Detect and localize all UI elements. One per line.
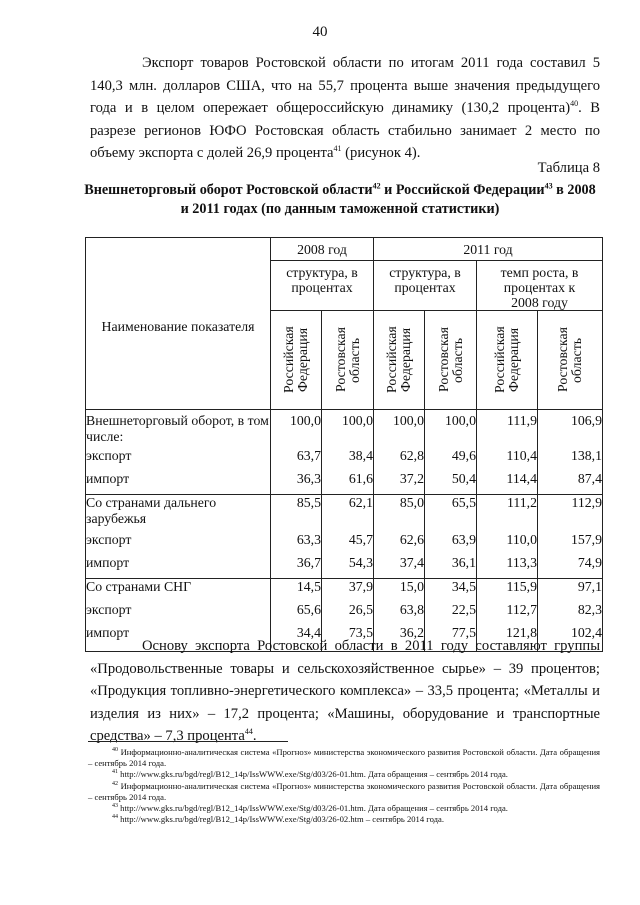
- row-label: импорт: [86, 625, 271, 651]
- rf-label: Российская Федерация: [492, 326, 522, 394]
- row-label: импорт: [86, 471, 271, 495]
- cell-value: 114,4: [477, 471, 538, 495]
- cell-value: 63,9: [425, 532, 477, 555]
- table-row: [86, 494, 603, 532]
- row-label: экспорт: [86, 532, 271, 555]
- cell-value: 63,3: [271, 532, 322, 555]
- cell-value: 50,4: [425, 471, 477, 495]
- page-number: 40: [312, 24, 328, 40]
- footnote: [88, 781, 600, 803]
- table-row: [86, 579, 603, 603]
- cell-value: 63,8: [374, 602, 425, 625]
- col-header-structure-2008: структура, в процентах: [271, 261, 374, 311]
- footnote: [88, 803, 600, 814]
- cell-value: 36,2: [374, 625, 425, 651]
- cell-value: 157,9: [538, 532, 603, 555]
- cell-value: 85,5: [271, 494, 322, 532]
- cell-value: 54,3: [322, 555, 374, 579]
- footnote: [88, 814, 600, 825]
- cell-value: 77,5: [425, 625, 477, 651]
- footnote-ref-44: 44: [244, 727, 253, 737]
- cell-value: 110,4: [477, 448, 538, 471]
- footnote: [88, 747, 600, 769]
- intro-paragraph: [90, 52, 600, 165]
- col-header-2008: 2008 год: [271, 238, 374, 261]
- row-label: экспорт: [86, 602, 271, 625]
- cell-value: 36,3: [271, 471, 322, 495]
- cell-value: 65,5: [425, 494, 477, 532]
- cell-value: 63,7: [271, 448, 322, 471]
- footnote-number: 44: [112, 814, 118, 821]
- trade-table: [85, 237, 603, 652]
- row-label: экспорт: [86, 448, 271, 471]
- col-header-name: Наименование показателя: [86, 238, 271, 410]
- cell-value: 62,1: [322, 494, 374, 532]
- caption-part-2: и Российской Федерации: [380, 182, 545, 198]
- footnote-ref-41: 41: [333, 144, 342, 154]
- table-row: [86, 555, 603, 579]
- ro-label: Ростовская область: [555, 327, 585, 393]
- col-header-ro-2008: [322, 311, 374, 410]
- cell-value: 106,9: [538, 410, 603, 448]
- cell-value: 110,0: [477, 532, 538, 555]
- footnote-number: 42: [112, 780, 118, 787]
- cell-value: 38,4: [322, 448, 374, 471]
- intro-text-2: . В разрезе регионов ЮФО Ростовская область стабильно занимает 2 место по объему экспорта с долей 26,9 процента: [90, 100, 600, 162]
- cell-value: 34,5: [425, 579, 477, 603]
- cell-value: 49,6: [425, 448, 477, 471]
- cell-value: 62,6: [374, 532, 425, 555]
- footnote-text: Информационно-аналитическая система «Прогноз» министерства экономического развития Ростовской области. Дата обращения – сентябрь 2014 года.: [88, 780, 600, 802]
- col-header-2011: 2011 год: [374, 238, 603, 261]
- footnote-text: http://www.gks.ru/bgd/regl/B12_14p/IssWWW.exe/Stg/d03/26-02.htm – сентябрь 2014 года.: [118, 814, 444, 825]
- row-label: импорт: [86, 555, 271, 579]
- cell-value: 45,7: [322, 532, 374, 555]
- row-label: Со странами СНГ: [86, 579, 271, 603]
- table-caption: [80, 181, 600, 219]
- footnote-text: http://www.gks.ru/bgd/regl/B12_14p/IssWWW.exe/Stg/d03/26-01.htm. Дата обращения – сентябрь 2014 года.: [118, 803, 508, 814]
- cell-value: 112,7: [477, 602, 538, 625]
- ro-label: Ростовская область: [435, 327, 465, 393]
- cell-value: 62,8: [374, 448, 425, 471]
- footnote-number: 40: [112, 747, 118, 754]
- cell-value: 36,1: [425, 555, 477, 579]
- footnote-number: 43: [112, 803, 118, 810]
- cell-value: 87,4: [538, 471, 603, 495]
- table-row: [86, 410, 603, 448]
- footnote-ref-43: 43: [544, 181, 553, 191]
- cell-value: 82,3: [538, 602, 603, 625]
- outro-text: Основу экспорта Ростовской области в 2011 году составляют группы «Продовольственные товары и сельскохозяйственное сырье» – 39 процентов; «Продукция топливно-энергетического комплекса» – 33,5 процента; «Металлы и изделия из них» – 17,2 процента; «Машины, оборудование и транспортные средства» – 7,3 процента: [90, 638, 600, 745]
- cell-value: 138,1: [538, 448, 603, 471]
- cell-value: 112,9: [538, 494, 603, 532]
- cell-value: 22,5: [425, 602, 477, 625]
- cell-value: 36,7: [271, 555, 322, 579]
- ro-label: Ростовская область: [332, 327, 362, 393]
- cell-value: 113,3: [477, 555, 538, 579]
- intro-text-1: Экспорт товаров Ростовской области по итогам 2011 года составил 5 140,3 млн. долларов США, что на 55,7 процента выше значения предыдущего года и в целом опережает общероссийскую динамику (130,2 процента): [90, 55, 600, 117]
- outro-end: .: [252, 728, 257, 745]
- footnote-ref-40: 40: [570, 99, 579, 109]
- footnote-text: http://www.gks.ru/bgd/regl/B12_14p/IssWWW.exe/Stg/d03/26-01.htm. Дата обращения – сентябрь 2014 года.: [118, 769, 508, 780]
- footnote-divider: [88, 741, 288, 742]
- cell-value: 111,9: [477, 410, 538, 448]
- col-header-structure-2011: структура, в процентах: [374, 261, 477, 311]
- rf-label: Российская Федерация: [281, 326, 310, 394]
- cell-value: 34,4: [271, 625, 322, 651]
- table-row: [86, 532, 603, 555]
- col-header-ro-growth: [538, 311, 603, 410]
- col-header-rf-2011: [374, 311, 425, 410]
- cell-value: 15,0: [374, 579, 425, 603]
- intro-text-3: (рисунок 4).: [341, 145, 421, 162]
- cell-value: 100,0: [425, 410, 477, 448]
- cell-value: 74,9: [538, 555, 603, 579]
- col-header-rf-growth: [477, 311, 538, 410]
- cell-value: 37,4: [374, 555, 425, 579]
- footnote-text: Информационно-аналитическая система «Прогноз» министерства экономического развития Ростовской области. Дата обращения – сентябрь 2014 года.: [88, 747, 600, 769]
- caption-part-1: Внешнеторговый оборот Ростовской области: [84, 182, 373, 198]
- col-header-rf-2008: [271, 311, 322, 410]
- caption-part-3: в 2008 и 2011 годах (по данным таможенной статистики): [180, 182, 596, 217]
- footnote: [88, 769, 600, 780]
- cell-value: 102,4: [538, 625, 603, 651]
- cell-value: 73,5: [322, 625, 374, 651]
- col-header-growth: темп роста, в процентах к 2008 году: [477, 261, 603, 311]
- cell-value: 65,6: [271, 602, 322, 625]
- row-label: Внешнеторговый оборот, в том числе:: [86, 410, 271, 448]
- cell-value: 85,0: [374, 494, 425, 532]
- row-label: Со странами дальнего зарубежья: [86, 494, 271, 532]
- table-row: [86, 471, 603, 495]
- table-row: [86, 448, 603, 471]
- cell-value: 37,9: [322, 579, 374, 603]
- col-header-ro-2011: [425, 311, 477, 410]
- cell-value: 37,2: [374, 471, 425, 495]
- cell-value: 97,1: [538, 579, 603, 603]
- cell-value: 100,0: [322, 410, 374, 448]
- rf-label: Российская Федерация: [384, 326, 414, 394]
- cell-value: 61,6: [322, 471, 374, 495]
- cell-value: 121,8: [477, 625, 538, 651]
- cell-value: 14,5: [271, 579, 322, 603]
- cell-value: 111,2: [477, 494, 538, 532]
- footnotes: [88, 747, 600, 825]
- cell-value: 100,0: [374, 410, 425, 448]
- table-number: Таблица 8: [537, 160, 600, 176]
- footnote-ref-42: 42: [372, 181, 381, 191]
- outro-paragraph: [90, 635, 600, 748]
- cell-value: 100,0: [271, 410, 322, 448]
- cell-value: 26,5: [322, 602, 374, 625]
- footnote-number: 41: [112, 769, 118, 776]
- cell-value: 115,9: [477, 579, 538, 603]
- table-row: [86, 602, 603, 625]
